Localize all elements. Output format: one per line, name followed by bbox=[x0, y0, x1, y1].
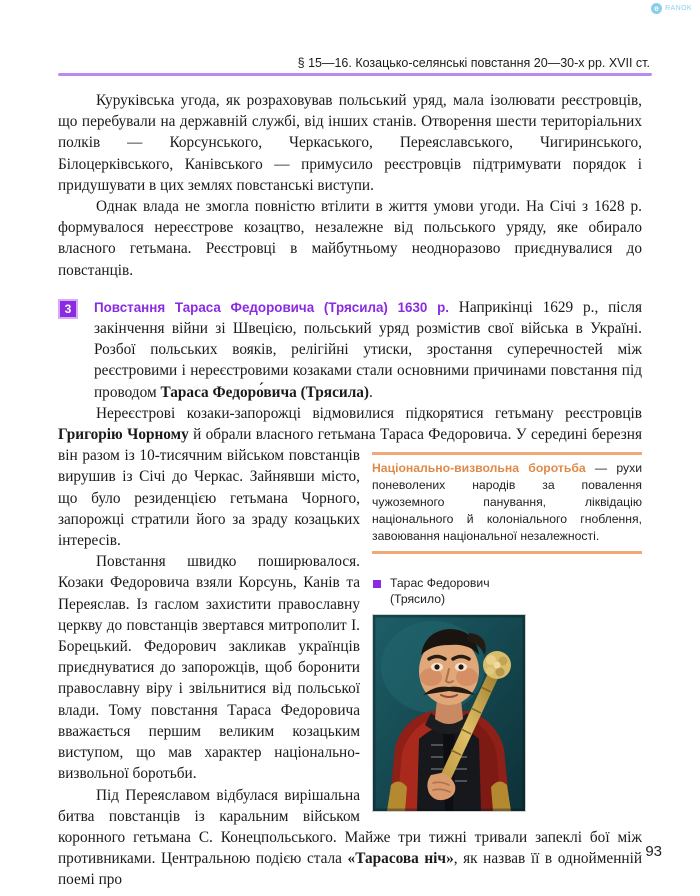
running-head bbox=[58, 56, 652, 76]
paragraph-3-post: й обрали власного гетьмана Тараса Федоровича. У середині березня він разом із 10-тисячним військом повстанців вирушив із Січі до Черкас. Зайнявши місто, що було резиденцією гетьмана Чорного, запорожці стратили його за зраду козацьких інтересів. bbox=[58, 426, 642, 550]
section-3 bbox=[58, 297, 642, 403]
section-intro-text: Наприкінці 1629 р., після закінчення війни зі Швецією, польський уряд розмістив свої війська в Україні. Розбої польських вояків, релігійні утиски, зростання суперечностей між реєстровими і нереєстровими козаками стали основними причинами повстання під проводом bbox=[94, 298, 642, 401]
section-number-badge: 3 bbox=[58, 299, 78, 319]
article-body bbox=[58, 90, 642, 891]
section-intro-leader-name: Тараса Федоро́вича (Трясила) bbox=[160, 383, 370, 401]
section-intro-paragraph bbox=[94, 297, 642, 403]
definition-dash: — bbox=[585, 461, 617, 475]
watermark-logo-icon: e bbox=[651, 3, 662, 14]
paragraph-1: Куруківська угода, як розраховував польський уряд, мала ізолювати реєстровців, що перебували на державній службі, від інших станів. Отворення шести територіальних полків — Корсунського, Черкаського, Переяславського, Чигиринського, Білоцерківського, Канівського — примусило реєстровців підтримувати порядок і придушувати в цих землях повстанські виступи. bbox=[58, 92, 642, 194]
paragraph-3-pre: Нереєстрові козаки-запорожці відмовилися підкорятися гетьману реєстровців bbox=[96, 404, 642, 422]
paragraph-4: Повстання швидко поширювалося. Козаки Федоровича взяли Корсунь, Канів та Переяслав. Із гаслом захистити православну церкву до повстанців звертався митрополит І. Борецький. Федорович закликав українців приєднуватися до запорожців, щоб боронити православну віру і звільнитися від польської влади. Тому повстання Тараса Федоровича вважається першим великим козацьким виступом, що мав характер національно-визвольної боротьби. bbox=[58, 553, 360, 783]
section-intro-text-end: . bbox=[369, 383, 373, 401]
definition-term: Національно-визвольна боротьба bbox=[372, 461, 586, 475]
publisher-watermark bbox=[651, 3, 692, 14]
running-head-rule bbox=[58, 73, 652, 76]
paragraph-2: Однак влада не змогла повністю втілити в життя умови угоди. На Січі з 1628 р. формувалося нереєстрове козацтво, незалежне від польського уряду, яке обирало власного гетьмана. Реєстровці в майбутньому неодноразово приєднувалися до повстанців. bbox=[58, 198, 642, 279]
figure-caption-line1: Тарас Федорович bbox=[390, 576, 490, 590]
paragraph-5-pre: Під Переяславом відбулася вирішальна битва повстанців із каральним військом коронного гетьмана С. Конецпольського. Майже три тижні тривали запеклі бої між противниками. Центральною подією стала bbox=[58, 786, 642, 868]
paragraph-5-post: , як назвав її в однойменній поемі про bbox=[58, 850, 643, 889]
running-head-title: § 15—16. Козацько-селянські повстання 20—30-х рр. XVII ст. bbox=[297, 56, 650, 70]
watermark-label: RANOK bbox=[665, 5, 692, 12]
paragraph-3-person: Григорію Чорному bbox=[58, 426, 189, 444]
figure-caption-line2: (Трясило) bbox=[390, 591, 446, 606]
section-title: Повстання Тараса Федоровича (Трясила) 1630 р. bbox=[94, 299, 449, 315]
page-number: 93 bbox=[645, 843, 662, 860]
paragraph-5-term: «Тарасова ніч» bbox=[347, 850, 454, 868]
sidebar-float-spacer bbox=[360, 452, 642, 822]
definition-text: рухи поневолених народів за повалення чужоземного панування, ліквідацію національного й колоніального гноблення, завоювання національної незалежності. bbox=[372, 461, 642, 543]
